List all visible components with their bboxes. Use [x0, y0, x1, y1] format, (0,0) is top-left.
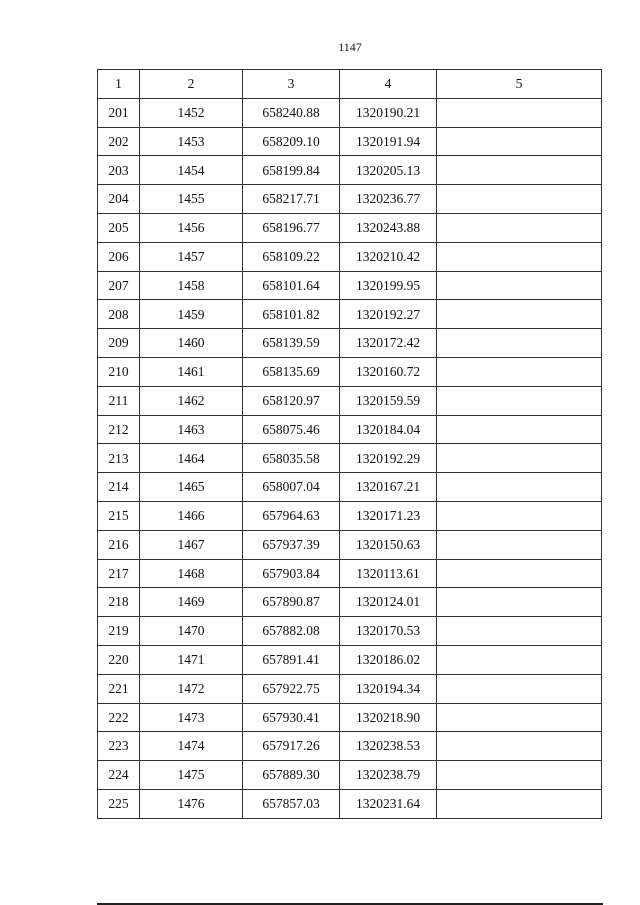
x-coordinate-cell: 658135.69 — [243, 357, 340, 386]
y-coordinate-cell: 1320186.02 — [340, 645, 437, 674]
x-coordinate-cell: 657903.84 — [243, 559, 340, 588]
y-coordinate-cell: 1320238.53 — [340, 732, 437, 761]
y-coordinate-cell: 1320231.64 — [340, 789, 437, 818]
x-coordinate-cell: 658035.58 — [243, 444, 340, 473]
row-number-cell: 211 — [98, 386, 140, 415]
row-number-cell: 216 — [98, 530, 140, 559]
row-number-cell: 202 — [98, 127, 140, 156]
point-number-cell: 1470 — [140, 617, 243, 646]
point-number-cell: 1476 — [140, 789, 243, 818]
x-coordinate-cell: 657964.63 — [243, 501, 340, 530]
notes-cell — [437, 559, 602, 588]
row-number-cell: 213 — [98, 444, 140, 473]
y-coordinate-cell: 1320184.04 — [340, 415, 437, 444]
x-coordinate-cell: 657889.30 — [243, 761, 340, 790]
table-row — [98, 242, 602, 271]
table-row — [98, 588, 602, 617]
y-coordinate-cell: 1320191.94 — [340, 127, 437, 156]
y-coordinate-cell: 1320236.77 — [340, 185, 437, 214]
table-row — [98, 185, 602, 214]
y-coordinate-cell: 1320160.72 — [340, 357, 437, 386]
row-number-cell: 212 — [98, 415, 140, 444]
point-number-cell: 1474 — [140, 732, 243, 761]
notes-cell — [437, 300, 602, 329]
row-number-cell: 210 — [98, 357, 140, 386]
notes-cell — [437, 617, 602, 646]
row-number-cell: 214 — [98, 473, 140, 502]
table-row — [98, 127, 602, 156]
column-header-3: 3 — [243, 70, 340, 99]
y-coordinate-cell: 1320205.13 — [340, 156, 437, 185]
bottom-rule — [97, 903, 603, 905]
notes-cell — [437, 530, 602, 559]
notes-cell — [437, 645, 602, 674]
x-coordinate-cell: 657890.87 — [243, 588, 340, 617]
table-body — [98, 98, 602, 818]
column-header-1: 1 — [98, 70, 140, 99]
y-coordinate-cell: 1320159.59 — [340, 386, 437, 415]
point-number-cell: 1460 — [140, 329, 243, 358]
x-coordinate-cell: 657882.08 — [243, 617, 340, 646]
notes-cell — [437, 357, 602, 386]
table-row — [98, 501, 602, 530]
table-row — [98, 415, 602, 444]
point-number-cell: 1459 — [140, 300, 243, 329]
notes-cell — [437, 185, 602, 214]
table-row — [98, 156, 602, 185]
column-header-5: 5 — [437, 70, 602, 99]
table-row — [98, 674, 602, 703]
notes-cell — [437, 789, 602, 818]
x-coordinate-cell: 658109.22 — [243, 242, 340, 271]
row-number-cell: 224 — [98, 761, 140, 790]
point-number-cell: 1471 — [140, 645, 243, 674]
y-coordinate-cell: 1320194.34 — [340, 674, 437, 703]
y-coordinate-cell: 1320218.90 — [340, 703, 437, 732]
x-coordinate-cell: 658139.59 — [243, 329, 340, 358]
point-number-cell: 1453 — [140, 127, 243, 156]
table-row — [98, 732, 602, 761]
y-coordinate-cell: 1320210.42 — [340, 242, 437, 271]
page-number: 1147 — [338, 40, 362, 54]
notes-cell — [437, 473, 602, 502]
y-coordinate-cell: 1320167.21 — [340, 473, 437, 502]
y-coordinate-cell: 1320170.53 — [340, 617, 437, 646]
notes-cell — [437, 588, 602, 617]
table-header-row — [98, 70, 602, 99]
table-row — [98, 213, 602, 242]
point-number-cell: 1464 — [140, 444, 243, 473]
row-number-cell: 209 — [98, 329, 140, 358]
row-number-cell: 208 — [98, 300, 140, 329]
y-coordinate-cell: 1320192.29 — [340, 444, 437, 473]
x-coordinate-cell: 658199.84 — [243, 156, 340, 185]
row-number-cell: 207 — [98, 271, 140, 300]
y-coordinate-cell: 1320124.01 — [340, 588, 437, 617]
point-number-cell: 1475 — [140, 761, 243, 790]
notes-cell — [437, 444, 602, 473]
x-coordinate-cell: 658196.77 — [243, 213, 340, 242]
point-number-cell: 1468 — [140, 559, 243, 588]
column-header-4: 4 — [340, 70, 437, 99]
table-row — [98, 761, 602, 790]
point-number-cell: 1469 — [140, 588, 243, 617]
point-number-cell: 1454 — [140, 156, 243, 185]
point-number-cell: 1461 — [140, 357, 243, 386]
row-number-cell: 222 — [98, 703, 140, 732]
table-row — [98, 559, 602, 588]
notes-cell — [437, 271, 602, 300]
table-row — [98, 530, 602, 559]
x-coordinate-cell: 657937.39 — [243, 530, 340, 559]
y-coordinate-cell: 1320243.88 — [340, 213, 437, 242]
y-coordinate-cell: 1320199.95 — [340, 271, 437, 300]
row-number-cell: 215 — [98, 501, 140, 530]
row-number-cell: 203 — [98, 156, 140, 185]
x-coordinate-cell: 657922.75 — [243, 674, 340, 703]
point-number-cell: 1456 — [140, 213, 243, 242]
row-number-cell: 219 — [98, 617, 140, 646]
y-coordinate-cell: 1320172.42 — [340, 329, 437, 358]
notes-cell — [437, 732, 602, 761]
y-coordinate-cell: 1320192.27 — [340, 300, 437, 329]
point-number-cell: 1473 — [140, 703, 243, 732]
row-number-cell: 201 — [98, 98, 140, 127]
table-row — [98, 444, 602, 473]
x-coordinate-cell: 658007.04 — [243, 473, 340, 502]
table-row — [98, 617, 602, 646]
row-number-cell: 225 — [98, 789, 140, 818]
point-number-cell: 1455 — [140, 185, 243, 214]
notes-cell — [437, 415, 602, 444]
point-number-cell: 1463 — [140, 415, 243, 444]
table-row — [98, 329, 602, 358]
row-number-cell: 205 — [98, 213, 140, 242]
point-number-cell: 1467 — [140, 530, 243, 559]
x-coordinate-cell: 657891.41 — [243, 645, 340, 674]
row-number-cell: 218 — [98, 588, 140, 617]
point-number-cell: 1457 — [140, 242, 243, 271]
row-number-cell: 204 — [98, 185, 140, 214]
table-row — [98, 473, 602, 502]
y-coordinate-cell: 1320238.79 — [340, 761, 437, 790]
notes-cell — [437, 156, 602, 185]
row-number-cell: 223 — [98, 732, 140, 761]
table-row — [98, 645, 602, 674]
table-row — [98, 703, 602, 732]
row-number-cell: 220 — [98, 645, 140, 674]
x-coordinate-cell: 658075.46 — [243, 415, 340, 444]
row-number-cell: 206 — [98, 242, 140, 271]
notes-cell — [437, 501, 602, 530]
notes-cell — [437, 98, 602, 127]
point-number-cell: 1472 — [140, 674, 243, 703]
point-number-cell: 1462 — [140, 386, 243, 415]
notes-cell — [437, 242, 602, 271]
point-number-cell: 1452 — [140, 98, 243, 127]
row-number-cell: 221 — [98, 674, 140, 703]
column-header-2: 2 — [140, 70, 243, 99]
table-row — [98, 357, 602, 386]
x-coordinate-cell: 658120.97 — [243, 386, 340, 415]
coordinates-table — [97, 69, 602, 819]
x-coordinate-cell: 657917.26 — [243, 732, 340, 761]
notes-cell — [437, 213, 602, 242]
x-coordinate-cell: 658209.10 — [243, 127, 340, 156]
y-coordinate-cell: 1320113.61 — [340, 559, 437, 588]
x-coordinate-cell: 657857.03 — [243, 789, 340, 818]
x-coordinate-cell: 658101.64 — [243, 271, 340, 300]
notes-cell — [437, 127, 602, 156]
x-coordinate-cell: 658101.82 — [243, 300, 340, 329]
x-coordinate-cell: 658240.88 — [243, 98, 340, 127]
notes-cell — [437, 703, 602, 732]
table-row — [98, 98, 602, 127]
point-number-cell: 1458 — [140, 271, 243, 300]
table-row — [98, 271, 602, 300]
table-row — [98, 789, 602, 818]
point-number-cell: 1466 — [140, 501, 243, 530]
y-coordinate-cell: 1320150.63 — [340, 530, 437, 559]
y-coordinate-cell: 1320171.23 — [340, 501, 437, 530]
notes-cell — [437, 761, 602, 790]
y-coordinate-cell: 1320190.21 — [340, 98, 437, 127]
point-number-cell: 1465 — [140, 473, 243, 502]
notes-cell — [437, 674, 602, 703]
table-row — [98, 386, 602, 415]
x-coordinate-cell: 657930.41 — [243, 703, 340, 732]
x-coordinate-cell: 658217.71 — [243, 185, 340, 214]
notes-cell — [437, 386, 602, 415]
row-number-cell: 217 — [98, 559, 140, 588]
table-row — [98, 300, 602, 329]
notes-cell — [437, 329, 602, 358]
